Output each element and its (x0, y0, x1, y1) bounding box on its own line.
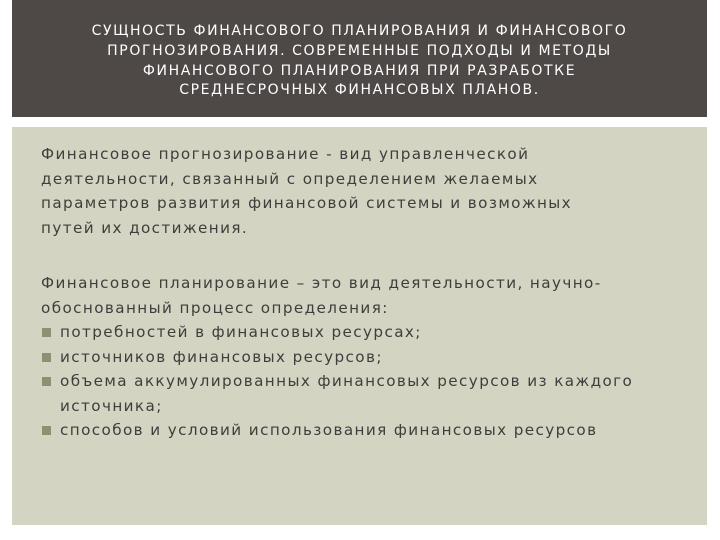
title-bar (12, 0, 707, 117)
slide-title (12, 22, 707, 101)
planning-components-list (41, 320, 633, 443)
title-line: СРЕДНЕСРОЧНЫХ ФИНАНСОВЫХ ПЛАНОВ. (179, 82, 540, 99)
text-line: Финансовое планирование – это вид деятельности, научно- (41, 274, 602, 292)
square-bullet-icon (42, 426, 51, 435)
text-line: параметров развития финансовой системы и возможных (41, 194, 573, 213)
text-line: Финансовое прогнозирование - вид управленческой (41, 145, 530, 163)
title-line: ПРОГНОЗИРОВАНИЯ. СОВРЕМЕННЫЕ ПОДХОДЫ И МЕТОДЫ (107, 42, 612, 59)
list-item-text: способов и условий использования финансовых ресурсов (60, 421, 598, 440)
list-item (41, 320, 633, 345)
text-line: деятельности, связанный с определением желаемых (41, 169, 539, 188)
list-item-text: объема аккумулированных финансовых ресурсов из каждого (60, 372, 634, 391)
text-line: путей их достижения. (41, 218, 249, 237)
list-item-text: источников финансовых ресурсов; (60, 347, 383, 366)
text-line: обоснованный процесс определения: (41, 298, 389, 317)
title-line: СУЩНОСТЬ ФИНАНСОВОГО ПЛАНИРОВАНИЯ И ФИНАНСОВОГО (91, 23, 628, 39)
title-line: ФИНАНСОВОГО ПЛАНИРОВАНИЯ ПРИ РАЗРАБОТКЕ (142, 62, 577, 79)
square-bullet-icon (42, 377, 51, 386)
square-bullet-icon (42, 353, 51, 362)
planning-definition (41, 271, 602, 320)
list-item (41, 418, 633, 443)
list-item (41, 369, 633, 418)
list-item-text: потребностей в финансовых ресурсах; (60, 323, 422, 341)
forecasting-definition (41, 142, 572, 240)
square-bullet-icon (42, 328, 51, 337)
content-panel (12, 127, 707, 525)
list-item (41, 345, 633, 370)
list-item-text: источника; (60, 396, 163, 415)
